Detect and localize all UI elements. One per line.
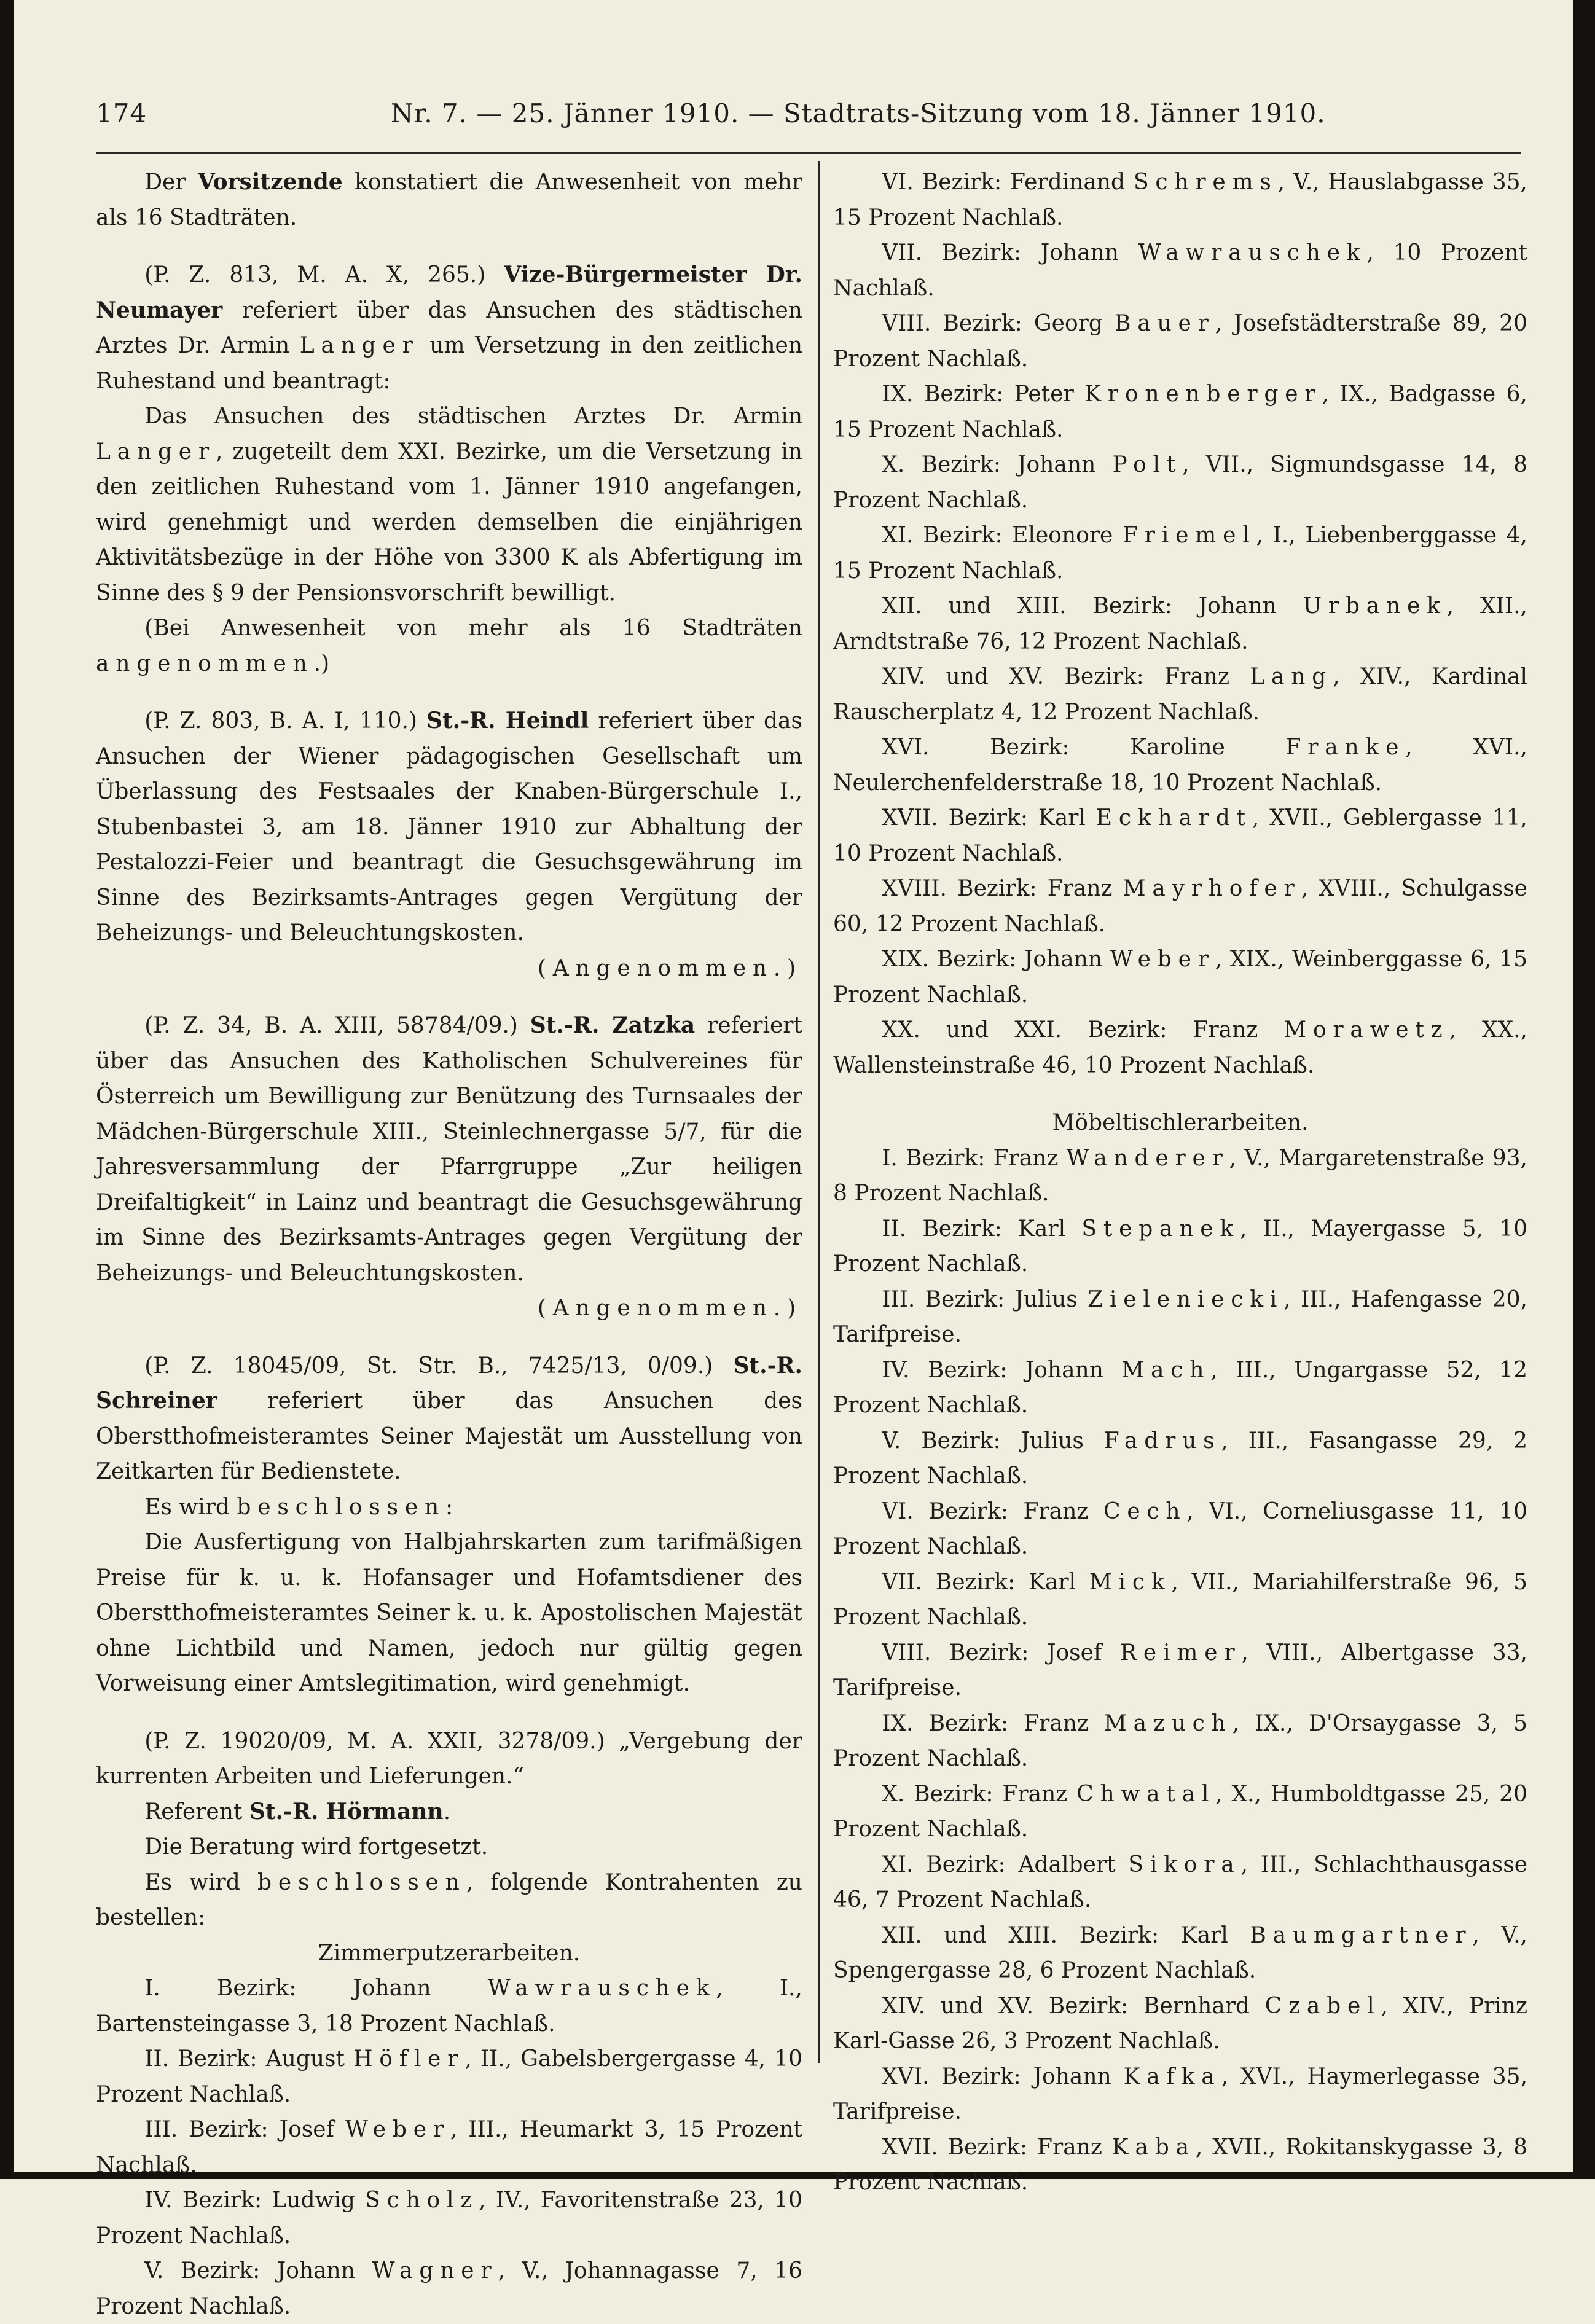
list-item: XII. und XIII. Bezirk: Karl Baumgartner, V., Spengergasse 28, 6 Prozent Nachlaß. bbox=[833, 1922, 1527, 1983]
paragraph-langer-request: (P. Z. 813, M. A. X, 265.) Vize-Bürgermeister Dr. Neumayer referiert über das Ansuchen des städtischen Arztes Dr. Armin Langer um Versetzung in den zeitlichen Ruhestand und beantragt: bbox=[96, 262, 802, 394]
speaker-name: St.-R. Hörmann bbox=[249, 1798, 444, 1825]
list-item: II. Bezirk: August Höfler, II., Gabelsbergergasse 4, 10 Prozent Nachlaß. bbox=[96, 2046, 803, 2107]
list-item: XI. Bezirk: Adalbert Sikora, III., Schlachthausgasse 46, 7 Prozent Nachlaß. bbox=[833, 1852, 1528, 1912]
paragraph-contracts-intro: (P. Z. 19020/09, M. A. XXII, 3278/09.) „Vergebung der kurrenten Arbeiten und Lieferungen.“ bbox=[96, 1728, 802, 1789]
left-column bbox=[96, 165, 802, 2324]
list-item: XX. und XXI. Bezirk: Franz Morawetz, XX., Wallensteinstraße 46, 10 Prozent Nachlaß. bbox=[833, 1017, 1528, 1078]
paragraph-schreiner: (P. Z. 18045/09, St. Str. B., 7425/13, 0/09.) St.-R. Schreiner referiert über das Ansuchen des Oberstthofmeisteramtes Seiner Majestät um Ausstellung von Zeitkarten für Bedienstete. bbox=[96, 1352, 802, 1484]
header-rule bbox=[96, 152, 1521, 154]
list-item: XII. und XIII. Bezirk: Johann Urbanek, XII., Arndtstraße 76, 12 Prozent Nachlaß. bbox=[833, 593, 1527, 654]
list-item: XVII. Bezirk: Franz Kaba, XVII., Rokitanskygasse 3, 8 Prozent Nachlaß. bbox=[833, 2134, 1527, 2195]
list-item: XVI. Bezirk: Karoline Franke, XVI., Neulerchenfelderstraße 18, 10 Prozent Nachlaß. bbox=[833, 735, 1527, 796]
paragraph-resolved: Es wird beschlossen: bbox=[144, 1494, 453, 1520]
paragraph-zatzka: (P. Z. 34, B. A. XIII, 58784/09.) St.-R. Zatzka referiert über das Ansuchen des Katholischen Schulvereines für Österreich um Bewilligung zur Benützung des Turnsaales der Mädchen-Bürgerschule XIII., Steinlechnergasse 5/7, für die Jahresversammlung der Pfarrgruppe „Zur heiligen Dreifaltigkeit“ in Lainz und beantragt die Gesuchsgewährung im Sinne des Bezirksamts-Antrages gegen Vergütung der Beheizungs- und Beleuchtungskosten. bbox=[96, 1012, 802, 1286]
result-accepted: (Angenommen.) bbox=[537, 1296, 802, 1321]
list-item: IV. Bezirk: Johann Mach, III., Ungargasse 52, 12 Prozent Nachlaß. bbox=[833, 1357, 1527, 1418]
list-item: XI. Bezirk: Eleonore Friemel, I., Liebenberggasse 4, 15 Prozent Nachlaß. bbox=[833, 523, 1527, 584]
list-item: XVII. Bezirk: Karl Eckhardt, XVII., Geblergasse 11, 10 Prozent Nachlaß. bbox=[833, 805, 1527, 866]
list-item: VI. Bezirk: Ferdinand Schrems, V., Hauslabgasse 35, 15 Prozent Nachlaß. bbox=[833, 170, 1527, 230]
speaker-name: St.-R. Heindl bbox=[426, 708, 589, 734]
list-item: XVIII. Bezirk: Franz Mayrhofer, XVIII., Schulgasse 60, 12 Prozent Nachlaß. bbox=[833, 876, 1527, 937]
list-item: VII. Bezirk: Johann Wawrauschek, 10 Prozent Nachlaß. bbox=[833, 240, 1528, 301]
list-item: XIX. Bezirk: Johann Weber, XIX., Weinberggasse 6, 15 Prozent Nachlaß. bbox=[833, 947, 1527, 1007]
speaker-name: St.-R. Zatzka bbox=[530, 1012, 696, 1038]
speaker-name: Vize-Bürgermeister Dr. Neumayer bbox=[96, 262, 802, 323]
paragraph-langer-motion: Das Ansuchen des städtischen Arztes Dr. Armin Langer, zugeteilt dem XXI. Bezirke, um die Versetzung in den zeitlichen Ruhestand vom 1. Jänner 1910 angefangen, wird genehmigt und werden demselben die einjährigen Aktivitätsbezüge in der Höhe von 3300 K als Abfertigung im Sinne des § 9 der Pensionsvorschrift bewilligt. bbox=[96, 404, 802, 606]
list-item: V. Bezirk: Julius Fadrus, III., Fasangasse 29, 2 Prozent Nachlaß. bbox=[833, 1428, 1527, 1489]
column-divider bbox=[818, 161, 820, 2063]
list-item: III. Bezirk: Josef Weber, III., Heumarkt 3, 15 Prozent Nachlaß. bbox=[96, 2117, 802, 2178]
list-item: V. Bezirk: Johann Wagner, V., Johannagasse 7, 16 Prozent Nachlaß. bbox=[96, 2258, 802, 2319]
list-item: VI. Bezirk: Franz Cech, VI., Corneliusgasse 11, 10 Prozent Nachlaß. bbox=[833, 1498, 1528, 1559]
list-item: VII. Bezirk: Karl Mick, VII., Mariahilferstraße 96, 5 Prozent Nachlaß. bbox=[833, 1569, 1527, 1630]
page-title: Nr. 7. — 25. Jänner 1910. — Stadtrats-Sitzung vom 18. Jänner 1910. bbox=[391, 98, 1326, 128]
speaker-name: St.-R. Schreiner bbox=[96, 1352, 802, 1414]
list-item: X. Bezirk: Franz Chwatal, X., Humboldtgasse 25, 20 Prozent Nachlaß. bbox=[833, 1781, 1527, 1842]
paragraph-referent: Referent St.-R. Hörmann. bbox=[144, 1798, 451, 1825]
paragraph-schreiner-resolution: Die Ausfertigung von Halbjahrskarten zum tarifmäßigen Preise für k. u. k. Hofansager und Hofamtsdiener des Oberstthofmeisteramtes Seiner k. u. k. Apostolischen Majestät ohne Lichtbild und Namen, jedoch nur gültig gegen Vorweisung einer Amtslegitimation, wird genehmigt. bbox=[96, 1530, 802, 1696]
scan-edge-left bbox=[0, 0, 14, 2179]
section-heading-plasterers: Zimmerputzerarbeiten. bbox=[318, 1940, 581, 1966]
paragraph-heindl: (P. Z. 803, B. A. I, 110.) St.-R. Heindl referiert über das Ansuchen der Wiener pädagogischen Gesellschaft um Überlassung des Festsaales der Knaben-Bürgerschule I., Stubenbastei 3, am 18. Jänner 1910 zur Abhaltung der Pestalozzi-Feier und beantragt die Gesuchsgewährung im Sinne des Bezirksamts-Antrages gegen Vergütung der Beheizungs- und Beleuchtungskosten. bbox=[96, 708, 802, 945]
page-number: 174 bbox=[96, 98, 147, 128]
list-item: X. Bezirk: Johann Polt, VII., Sigmundsgasse 14, 8 Prozent Nachlaß. bbox=[833, 452, 1528, 513]
list-item: IV. Bezirk: Ludwig Scholz, IV., Favoritenstraße 23, 10 Prozent Nachlaß. bbox=[96, 2188, 802, 2248]
scan-edge-right bbox=[1573, 0, 1595, 2179]
list-item: I. Bezirk: Johann Wawrauschek, I., Bartensteingasse 3, 18 Prozent Nachlaß. bbox=[96, 1976, 802, 2036]
list-item: IX. Bezirk: Franz Mazuch, IX., D'Orsaygasse 3, 5 Prozent Nachlaß. bbox=[833, 1710, 1527, 1771]
list-item: XIV. und XV. Bezirk: Bernhard Czabel, XIV., Prinz Karl-Gasse 26, 3 Prozent Nachlaß. bbox=[833, 1993, 1528, 2054]
list-item: II. Bezirk: Karl Stepanek, II., Mayergasse 5, 10 Prozent Nachlaß. bbox=[833, 1216, 1528, 1277]
list-item: I. Bezirk: Franz Wanderer, V., Margaretenstraße 93, 8 Prozent Nachlaß. bbox=[833, 1145, 1527, 1206]
list-item: VIII. Bezirk: Josef Reimer, VIII., Albertgasse 33, Tarifpreise. bbox=[833, 1640, 1527, 1700]
speaker-name: Vorsitzende bbox=[197, 169, 343, 195]
list-item: IX. Bezirk: Peter Kronenberger, IX., Badgasse 6, 15 Prozent Nachlaß. bbox=[833, 381, 1527, 442]
paragraph-chair-quorum: Der Vorsitzende konstatiert die Anwesenheit von mehr als 16 Stadträten. bbox=[96, 169, 803, 230]
list-item: XIV. und XV. Bezirk: Franz Lang, XIV., Kardinal Rauscherplatz 4, 12 Prozent Nachlaß. bbox=[833, 664, 1527, 725]
paragraph-langer-result: (Bei Anwesenheit von mehr als 16 Stadträten angenommen.) bbox=[96, 616, 802, 676]
section-heading-cabinetmakers: Möbeltischlerarbeiten. bbox=[1052, 1110, 1309, 1135]
page-header bbox=[96, 86, 1521, 141]
list-item: XVI. Bezirk: Johann Kafka, XVI., Haymerlegasse 35, Tarifpreise. bbox=[833, 2064, 1528, 2124]
paragraph-resolved-contractors: Es wird beschlossen, folgende Kontrahenten zu bestellen: bbox=[96, 1869, 802, 1930]
result-accepted: (Angenommen.) bbox=[537, 955, 802, 981]
paragraph-deliberation: Die Beratung wird fortgesetzt. bbox=[144, 1834, 488, 1860]
list-item: VIII. Bezirk: Georg Bauer, Josefstädterstraße 89, 20 Prozent Nachlaß. bbox=[833, 311, 1527, 372]
list-item: III. Bezirk: Julius Zieleniecki, III., Hafengasse 20, Tarifpreise. bbox=[833, 1286, 1527, 1347]
right-column bbox=[833, 165, 1527, 2201]
